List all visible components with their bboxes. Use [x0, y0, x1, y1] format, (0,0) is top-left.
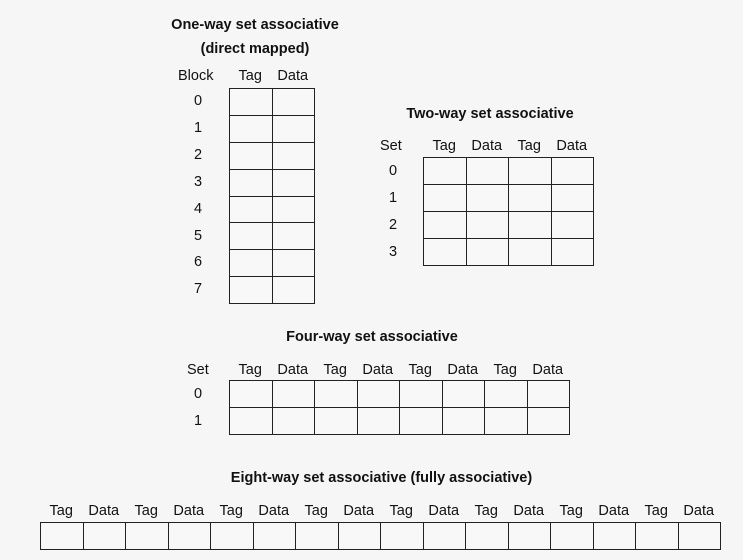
four-way-row-label: 0: [193, 386, 203, 402]
one-way-tag-cell: [230, 223, 273, 250]
eight-way-data-cell: [594, 523, 637, 550]
one-way-data-cell: [273, 116, 316, 143]
one-way-row-label: 4: [193, 200, 203, 217]
eight-way-col-header-tag: Tag: [304, 503, 328, 519]
two-way-tag-cell: [509, 185, 552, 212]
one-way-tag-cell: [230, 250, 273, 277]
eight-way-data-cell: [339, 523, 382, 550]
two-way-cache-grid: [423, 157, 594, 266]
one-way-row-label: 6: [193, 254, 203, 271]
four-way-title: Four-way set associative: [286, 329, 458, 345]
four-way-tag-cell: [400, 408, 443, 435]
four-way-tag-cell: [485, 381, 528, 408]
eight-way-data-cell: [424, 523, 467, 550]
one-way-row-label: 3: [193, 173, 203, 190]
two-way-data-cell: [552, 158, 595, 185]
four-way-row-header: Set: [187, 362, 209, 378]
eight-way-col-header-data: Data: [428, 503, 460, 519]
four-way-data-cell: [273, 408, 316, 435]
one-way-data-cell: [273, 197, 316, 224]
two-way-col-header-tag: Tag: [432, 138, 456, 154]
two-way-tag-cell: [424, 185, 467, 212]
one-way-row-label: 5: [193, 227, 203, 244]
four-way-col-header-data: Data: [447, 362, 479, 378]
one-way-row-label: 7: [193, 281, 203, 298]
two-way-row-label: 2: [388, 216, 398, 233]
one-way-title: One-way set associative: [171, 17, 339, 33]
two-way-row-label: 0: [388, 163, 398, 179]
four-way-tag-cell: [400, 381, 443, 408]
two-way-title: Two-way set associative: [406, 106, 574, 122]
one-way-tag-cell: [230, 116, 273, 143]
eight-way-col-header-tag: Tag: [49, 503, 73, 519]
one-way-data-cell: [273, 250, 316, 277]
eight-way-tag-cell: [126, 523, 169, 550]
two-way-data-cell: [467, 239, 510, 266]
one-way-col-header-tag: Tag: [238, 68, 262, 84]
one-way-subtitle: (direct mapped): [200, 41, 310, 57]
one-way-data-cell: [273, 277, 316, 304]
four-way-data-cell: [358, 381, 401, 408]
eight-way-tag-cell: [41, 523, 84, 550]
two-way-col-header-tag: Tag: [517, 138, 541, 154]
four-way-cache-grid: [229, 380, 570, 435]
eight-way-col-header-data: Data: [173, 503, 205, 519]
two-way-tag-cell: [509, 239, 552, 266]
four-way-tag-cell: [315, 381, 358, 408]
four-way-tag-cell: [230, 408, 273, 435]
one-way-row-header: Block: [178, 68, 214, 84]
eight-way-col-header-tag: Tag: [134, 503, 158, 519]
four-way-col-header-data: Data: [277, 362, 309, 378]
four-way-col-header-tag: Tag: [408, 362, 432, 378]
one-way-tag-cell: [230, 277, 273, 304]
eight-way-cache-grid: [40, 522, 721, 550]
one-way-row-label: 0: [193, 93, 203, 109]
eight-way-col-header-data: Data: [683, 503, 715, 519]
two-way-tag-cell: [509, 158, 552, 185]
eight-way-tag-cell: [211, 523, 254, 550]
two-way-data-cell: [467, 158, 510, 185]
two-way-row-label: 3: [388, 243, 398, 260]
eight-way-tag-cell: [636, 523, 679, 550]
two-way-data-cell: [552, 239, 595, 266]
eight-way-col-header-data: Data: [343, 503, 375, 519]
eight-way-col-header-tag: Tag: [219, 503, 243, 519]
one-way-data-cell: [273, 89, 316, 116]
two-way-tag-cell: [424, 239, 467, 266]
two-way-row-header: Set: [380, 138, 402, 154]
two-way-data-cell: [552, 185, 595, 212]
four-way-data-cell: [358, 408, 401, 435]
eight-way-tag-cell: [466, 523, 509, 550]
one-way-data-cell: [273, 170, 316, 197]
two-way-tag-cell: [424, 212, 467, 239]
eight-way-col-header-tag: Tag: [389, 503, 413, 519]
four-way-col-header-tag: Tag: [493, 362, 517, 378]
one-way-row-label: 2: [193, 146, 203, 163]
two-way-data-cell: [467, 212, 510, 239]
four-way-col-header-data: Data: [362, 362, 394, 378]
eight-way-data-cell: [509, 523, 552, 550]
one-way-tag-cell: [230, 170, 273, 197]
two-way-tag-cell: [424, 158, 467, 185]
one-way-tag-cell: [230, 89, 273, 116]
four-way-col-header-data: Data: [532, 362, 564, 378]
four-way-data-cell: [528, 408, 571, 435]
two-way-col-header-data: Data: [471, 138, 503, 154]
eight-way-title: Eight-way set associative (fully associative): [230, 470, 533, 486]
one-way-data-cell: [273, 223, 316, 250]
eight-way-col-header-tag: Tag: [644, 503, 668, 519]
four-way-tag-cell: [485, 408, 528, 435]
eight-way-data-cell: [84, 523, 127, 550]
eight-way-tag-cell: [381, 523, 424, 550]
eight-way-col-header-tag: Tag: [474, 503, 498, 519]
eight-way-tag-cell: [551, 523, 594, 550]
eight-way-col-header-data: Data: [88, 503, 120, 519]
four-way-data-cell: [528, 381, 571, 408]
one-way-col-header-data: Data: [277, 68, 309, 84]
one-way-tag-cell: [230, 197, 273, 224]
two-way-data-cell: [467, 185, 510, 212]
eight-way-data-cell: [169, 523, 212, 550]
two-way-col-header-data: Data: [556, 138, 588, 154]
eight-way-col-header-data: Data: [258, 503, 290, 519]
four-way-tag-cell: [230, 381, 273, 408]
eight-way-col-header-data: Data: [598, 503, 630, 519]
one-way-row-label: 1: [193, 119, 203, 136]
one-way-data-cell: [273, 143, 316, 170]
eight-way-tag-cell: [296, 523, 339, 550]
eight-way-col-header-tag: Tag: [559, 503, 583, 519]
eight-way-data-cell: [679, 523, 722, 550]
four-way-tag-cell: [315, 408, 358, 435]
eight-way-data-cell: [254, 523, 297, 550]
four-way-data-cell: [273, 381, 316, 408]
four-way-data-cell: [443, 381, 486, 408]
one-way-cache-grid: [229, 88, 315, 304]
four-way-row-label: 1: [193, 412, 203, 429]
two-way-row-label: 1: [388, 189, 398, 206]
four-way-col-header-tag: Tag: [238, 362, 262, 378]
one-way-tag-cell: [230, 143, 273, 170]
eight-way-col-header-data: Data: [513, 503, 545, 519]
four-way-col-header-tag: Tag: [323, 362, 347, 378]
two-way-tag-cell: [509, 212, 552, 239]
two-way-data-cell: [552, 212, 595, 239]
four-way-data-cell: [443, 408, 486, 435]
